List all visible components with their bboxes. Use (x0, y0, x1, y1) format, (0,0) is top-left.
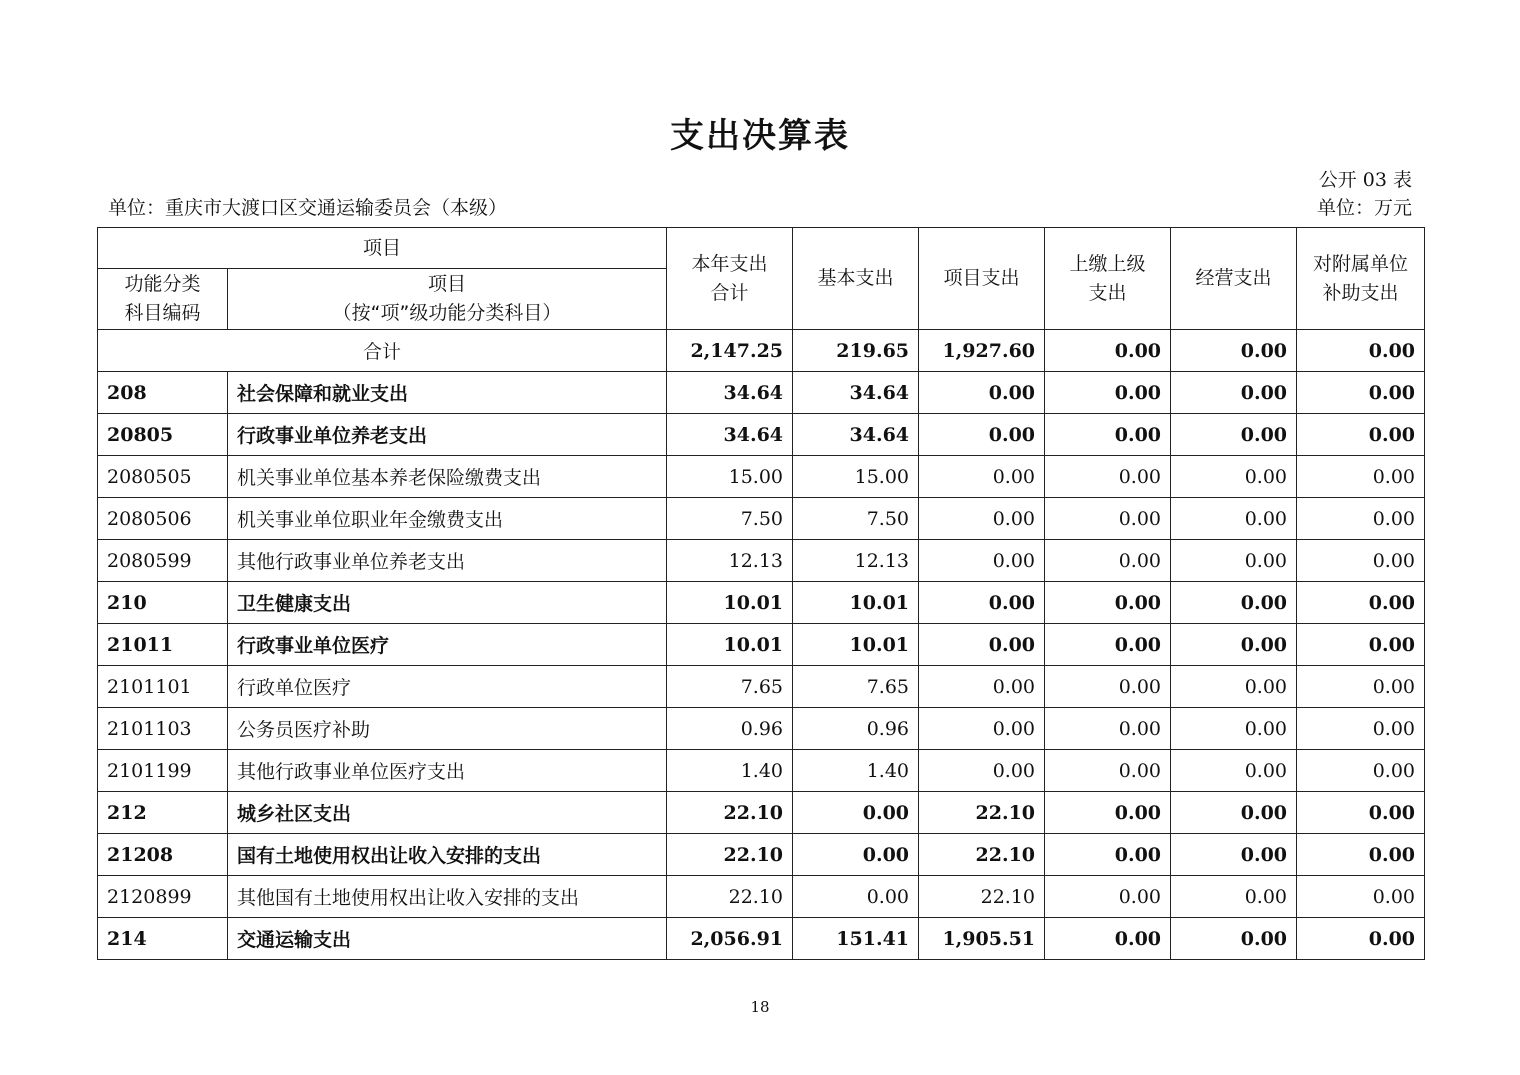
row-code: 214 (98, 918, 228, 960)
row-value: 0.00 (1045, 666, 1171, 708)
row-name: 行政事业单位养老支出 (228, 414, 667, 456)
table-row (98, 540, 1425, 582)
header-subsidy-line1: 对附属单位 (1313, 252, 1409, 275)
row-value: 10.01 (667, 624, 793, 666)
row-value: 0.00 (919, 456, 1045, 498)
row-value: 0.00 (1171, 456, 1297, 498)
row-value: 0.00 (919, 372, 1045, 414)
total-value: 219.65 (793, 330, 919, 372)
row-value: 0.00 (1297, 498, 1425, 540)
row-value: 0.00 (919, 624, 1045, 666)
row-value: 22.10 (919, 876, 1045, 918)
header-subsidy-line2: 补助支出 (1322, 281, 1399, 304)
row-value: 10.01 (793, 624, 919, 666)
table-row (98, 918, 1425, 960)
row-value: 0.00 (1171, 834, 1297, 876)
row-value: 34.64 (793, 372, 919, 414)
row-value: 0.00 (919, 750, 1045, 792)
row-value: 0.00 (1045, 372, 1171, 414)
header-total (667, 228, 793, 330)
row-code: 2101199 (98, 750, 228, 792)
total-value: 2,147.25 (667, 330, 793, 372)
header-project: 项目 (98, 228, 667, 269)
row-value: 0.00 (1045, 876, 1171, 918)
table-row (98, 498, 1425, 540)
total-value: 0.00 (1045, 330, 1171, 372)
header-code-line2: 科目编码 (124, 302, 201, 324)
header-total-line1: 本年支出 (691, 252, 768, 275)
row-name: 卫生健康支出 (228, 582, 667, 624)
row-value: 0.00 (1297, 708, 1425, 750)
row-value: 0.00 (1297, 582, 1425, 624)
row-value: 0.00 (1297, 372, 1425, 414)
row-value: 10.01 (667, 582, 793, 624)
total-row (98, 330, 1425, 372)
row-value: 22.10 (919, 834, 1045, 876)
header-basic: 基本支出 (793, 228, 919, 330)
row-value: 0.00 (793, 834, 919, 876)
row-value: 0.00 (1297, 876, 1425, 918)
header-item-line2: （按“项”级功能分类科目） (332, 302, 562, 324)
row-value: 0.00 (1045, 918, 1171, 960)
row-code: 20805 (98, 414, 228, 456)
row-code: 208 (98, 372, 228, 414)
row-value: 15.00 (667, 456, 793, 498)
row-value: 0.00 (1171, 750, 1297, 792)
row-value: 0.00 (919, 498, 1045, 540)
table-row (98, 750, 1425, 792)
table-row (98, 876, 1425, 918)
row-value: 0.00 (1045, 540, 1171, 582)
row-value: 0.00 (1297, 918, 1425, 960)
row-value: 0.00 (1297, 414, 1425, 456)
row-value: 0.00 (1045, 792, 1171, 834)
row-value: 0.00 (1171, 792, 1297, 834)
row-value: 0.00 (919, 582, 1045, 624)
row-value: 0.00 (1297, 666, 1425, 708)
row-value: 0.00 (1045, 414, 1171, 456)
total-label: 合计 (98, 330, 667, 372)
header-upper-line1: 上缴上级 (1069, 252, 1146, 275)
row-value: 0.00 (1297, 792, 1425, 834)
row-name: 城乡社区支出 (228, 792, 667, 834)
row-name: 机关事业单位基本养老保险缴费支出 (228, 456, 667, 498)
table-row (98, 456, 1425, 498)
row-value: 7.65 (667, 666, 793, 708)
row-value: 0.00 (1045, 750, 1171, 792)
row-name: 国有土地使用权出让收入安排的支出 (228, 834, 667, 876)
row-value: 0.00 (919, 666, 1045, 708)
header-code (98, 269, 228, 330)
row-value: 0.00 (1171, 624, 1297, 666)
row-value: 34.64 (667, 372, 793, 414)
row-value: 0.00 (1171, 876, 1297, 918)
row-value: 22.10 (667, 876, 793, 918)
row-value: 0.00 (1171, 498, 1297, 540)
row-value: 0.00 (1297, 624, 1425, 666)
row-name: 其他国有土地使用权出让收入安排的支出 (228, 876, 667, 918)
table-row (98, 666, 1425, 708)
row-value: 12.13 (793, 540, 919, 582)
row-value: 0.00 (1045, 834, 1171, 876)
row-value: 0.00 (1045, 708, 1171, 750)
header-item (228, 269, 667, 330)
row-value: 12.13 (667, 540, 793, 582)
row-value: 0.00 (1045, 456, 1171, 498)
row-name: 其他行政事业单位医疗支出 (228, 750, 667, 792)
row-value: 0.96 (793, 708, 919, 750)
row-code: 2101101 (98, 666, 228, 708)
row-value: 0.00 (1297, 834, 1425, 876)
row-name: 机关事业单位职业年金缴费支出 (228, 498, 667, 540)
row-value: 7.50 (793, 498, 919, 540)
row-value: 1,905.51 (919, 918, 1045, 960)
form-number: 公开 03 表 (1318, 169, 1412, 191)
row-value: 0.00 (1171, 708, 1297, 750)
expenditure-table (97, 227, 1425, 960)
row-code: 2080599 (98, 540, 228, 582)
table-row (98, 624, 1425, 666)
row-code: 2080505 (98, 456, 228, 498)
row-value: 0.00 (1171, 540, 1297, 582)
row-value: 0.00 (919, 414, 1045, 456)
row-value: 0.00 (1297, 750, 1425, 792)
total-value: 1,927.60 (919, 330, 1045, 372)
header-total-line2: 合计 (710, 281, 749, 304)
row-value: 22.10 (667, 834, 793, 876)
row-value: 34.64 (793, 414, 919, 456)
row-value: 0.00 (919, 708, 1045, 750)
row-name: 行政事业单位医疗 (228, 624, 667, 666)
row-value: 22.10 (667, 792, 793, 834)
row-value: 0.00 (1171, 372, 1297, 414)
row-value: 7.65 (793, 666, 919, 708)
header-code-line1: 功能分类 (124, 273, 201, 295)
row-name: 其他行政事业单位养老支出 (228, 540, 667, 582)
table-row (98, 792, 1425, 834)
row-value: 0.00 (793, 792, 919, 834)
row-value: 0.00 (1045, 582, 1171, 624)
table-row (98, 834, 1425, 876)
row-value: 0.00 (1045, 624, 1171, 666)
row-value: 2,056.91 (667, 918, 793, 960)
row-value: 0.00 (1171, 666, 1297, 708)
unit-name: 单位：重庆市大渡口区交通运输委员会（本级） (108, 197, 508, 219)
row-value: 22.10 (919, 792, 1045, 834)
row-value: 15.00 (793, 456, 919, 498)
header-business: 经营支出 (1171, 228, 1297, 330)
row-code: 21011 (98, 624, 228, 666)
page-number: 18 (750, 998, 770, 1016)
row-code: 210 (98, 582, 228, 624)
row-name: 交通运输支出 (228, 918, 667, 960)
row-value: 1.40 (667, 750, 793, 792)
header-upper-line2: 支出 (1088, 281, 1127, 304)
row-code: 21208 (98, 834, 228, 876)
row-value: 0.00 (1297, 456, 1425, 498)
currency-unit: 单位：万元 (1316, 197, 1412, 219)
table-row (98, 372, 1425, 414)
row-value: 1.40 (793, 750, 919, 792)
page-title: 支出决算表 (670, 116, 850, 156)
row-value: 0.00 (793, 876, 919, 918)
header-row-1 (98, 228, 1425, 269)
row-value: 151.41 (793, 918, 919, 960)
row-value: 10.01 (793, 582, 919, 624)
row-name: 社会保障和就业支出 (228, 372, 667, 414)
row-code: 2080506 (98, 498, 228, 540)
row-value: 0.00 (1045, 498, 1171, 540)
header-item-line1: 项目 (428, 273, 467, 295)
row-code: 2101103 (98, 708, 228, 750)
row-value: 0.00 (1171, 414, 1297, 456)
row-value: 7.50 (667, 498, 793, 540)
row-value: 34.64 (667, 414, 793, 456)
table-row (98, 582, 1425, 624)
row-name: 行政单位医疗 (228, 666, 667, 708)
table-row (98, 708, 1425, 750)
row-value: 0.00 (1171, 918, 1297, 960)
total-value: 0.00 (1297, 330, 1425, 372)
total-value: 0.00 (1171, 330, 1297, 372)
row-name: 公务员医疗补助 (228, 708, 667, 750)
row-value: 0.00 (919, 540, 1045, 582)
header-upper (1045, 228, 1171, 330)
row-value: 0.00 (1297, 540, 1425, 582)
row-code: 212 (98, 792, 228, 834)
header-subsidy (1297, 228, 1425, 330)
row-code: 2120899 (98, 876, 228, 918)
row-value: 0.96 (667, 708, 793, 750)
header-project-expense: 项目支出 (919, 228, 1045, 330)
row-value: 0.00 (1171, 582, 1297, 624)
table-row (98, 414, 1425, 456)
